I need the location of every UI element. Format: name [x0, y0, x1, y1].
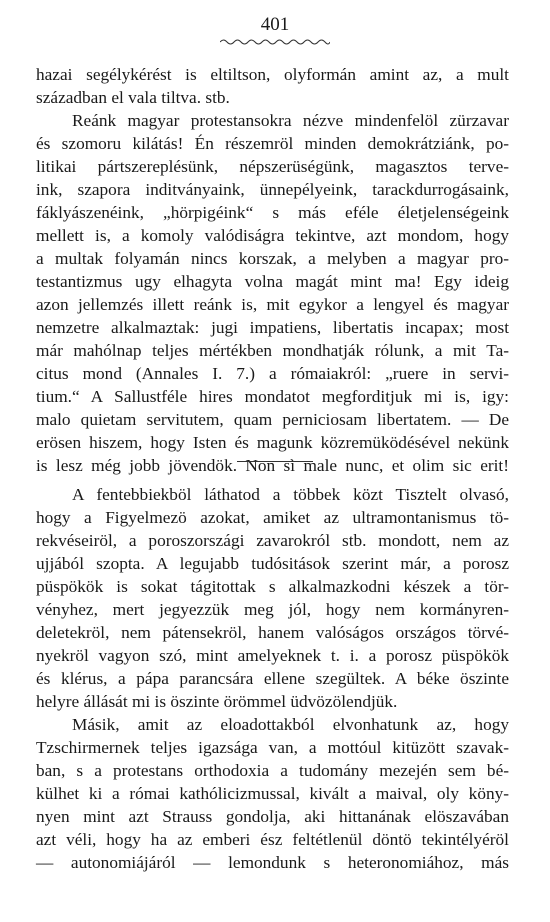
text-line: vényhez, mert jegyezzük meg jól, hogy nem kormányren- — [36, 600, 509, 619]
text-line: ink, szapora inditványaink, ünnepélyeink, tarackdurrogásaink, — [36, 180, 509, 199]
text-line: mellett is, a komoly valódiságra tekintve, azt mondom, hogy — [36, 226, 509, 245]
text-line: fáklyászenéink, „hörpigéink“ s más eféle életjelenségeink — [36, 203, 509, 222]
text-line: erösen hiszem, hogy Isten és magunk közremüködésével nekünk — [36, 433, 509, 452]
text-line: ujjából szopta. A legujabb tudósitások szerint már, a porosz — [36, 554, 509, 573]
text-line: külhet ki a római kathólicizmussal, kivált a maival, oly köny- — [36, 784, 509, 803]
text-line: hazai segélykérést is eltiltson, olyformán amint az, a mult — [36, 65, 509, 84]
page-number: 401 — [260, 14, 290, 35]
text-line: a multak folyamán nincs korszak, a melyben a magyar pro- — [36, 249, 509, 268]
text-line: testantizmus ugy elhagyta volna magát mint ma! Egy ideig — [36, 272, 509, 291]
text-line: malo quietam servitutem, quam perniciosam libertatem. — De — [36, 410, 509, 429]
text-line: Reánk magyar protestansokra nézve mindenfelöl zürzavar — [72, 111, 509, 130]
text-line: A fentebbiekböl láthatod a többek közt Tisztelt olvasó, — [72, 485, 509, 504]
text-line: században el vala tiltva. stb. — [36, 88, 230, 107]
text-line: nyekröl vagyon szó, mint amelyeknek t. i. a porosz püspökök — [36, 646, 509, 665]
text-line: litikai pártszereplésünk, népszerüségünk, magasztos terve- — [36, 157, 509, 176]
text-line: ban, s a protestans orthodoxia a tudomány mezején sem bé- — [36, 761, 509, 780]
text-line: deletekröl, nem pátensekröl, hanem valóságos országos törvé- — [36, 623, 509, 642]
text-line: citus mond (Annales I. 7.) a rómaiakról: „ruere in servi- — [36, 364, 509, 383]
text-line: nyen mint azt Strauss gondolja, aki hittanának elöszavában — [36, 807, 509, 826]
text-line: — autonomiájáról — lemondunk s heteronomiához, más — [36, 853, 509, 872]
text-line: rekvéseiröl, a poroszországi zavarokról stb. mondott, nem az — [36, 531, 509, 550]
text-line: Másik, amit az eloadottakból elvonhatunk az, hogy — [72, 715, 509, 734]
text-line: már mahólnap teljes mértékben mondhatják rólunk, a mit Ta- — [36, 341, 509, 360]
text-line: püspökök is sokat tágitottak s alkalmazkodni készek a tör- — [36, 577, 509, 596]
text-line: helyre állását mi is öszinte örömmel üdvözölendjük. — [36, 692, 398, 711]
text-line: azt véli, hogy ha az emberi ész feltétlenül döntö tekintélyéröl — [36, 830, 509, 849]
text-line: tium.“ A Sallustféle hires mondatot megforditjuk mi is, igy: — [36, 387, 509, 406]
text-line: Tzschirmernek teljes igazsága van, a mottóul kitüzött szavak- — [36, 738, 509, 757]
text-line: is lesz még jobb jövendök. Non sì male nunc, et olim sic erit! — [36, 456, 509, 475]
wavy-rule-ornament — [220, 38, 330, 46]
text-line: hogy a Figyelmezö azokat, amiket az ultramontanismus tö- — [36, 508, 509, 527]
text-line: nemzetre alkalmaztak: jugi impatiens, libertatis incapax; most — [36, 318, 509, 337]
text-line: azon jellemzés illett reánk is, mit egykor a lengyel és magyar — [36, 295, 509, 314]
text-line: és szomoru kilátás! Én részemröl minden demokrátziánk, po- — [36, 134, 509, 153]
text-line: és klérus, a pápa parancsára ellene szegültek. A béke öszinte — [36, 669, 509, 688]
section-separator — [237, 461, 313, 462]
